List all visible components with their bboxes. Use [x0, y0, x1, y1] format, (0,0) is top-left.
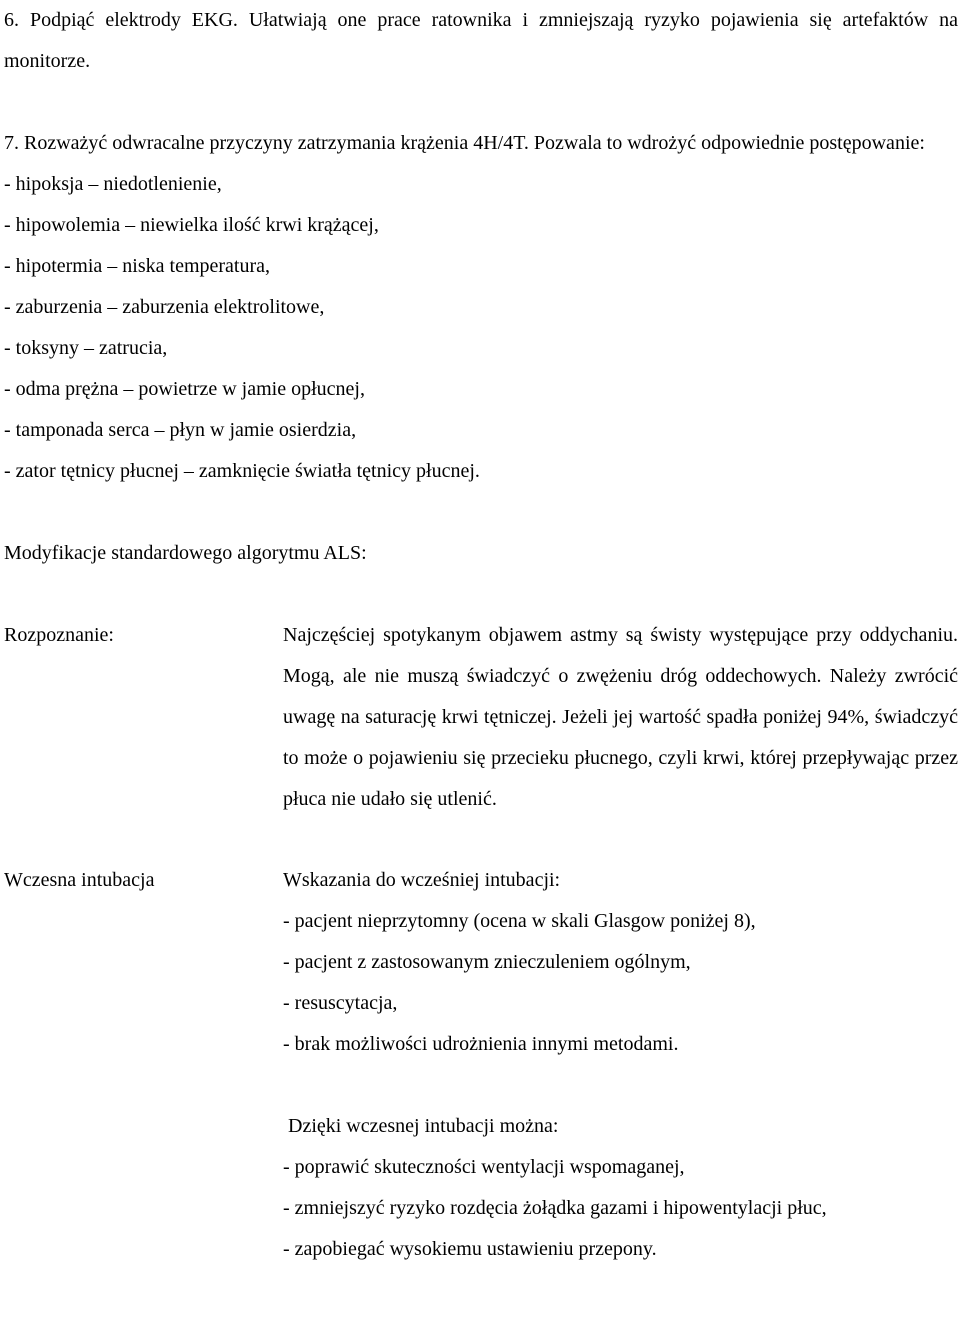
step-6-paragraph: 6. Podpiąć elektrody EKG. Ułatwiają one prace ratownika i zmniejszają ryzyko pojawienia się artefaktów na monitorze. — [4, 9, 958, 72]
benefits-heading: Dzięki wczesnej intubacji można: — [288, 1115, 559, 1137]
spacer — [4, 492, 958, 533]
list-item: - zapobiegać wysokiemu ustawieniu przepony. — [283, 1238, 657, 1260]
reversible-causes-list — [4, 164, 958, 492]
list-item: - toksyny – zatrucia, — [4, 337, 168, 359]
list-item: - hipowolemia – niewielka ilość krwi krążącej, — [4, 214, 379, 236]
list-item: - tamponada serca – płyn w jamie osierdzia, — [4, 419, 357, 441]
spacer — [4, 820, 958, 860]
list-item: - zaburzenia – zaburzenia elektrolitowe, — [4, 296, 325, 318]
section-heading: Modyfikacje standardowego algorytmu ALS: — [4, 542, 367, 564]
list-item: - brak możliwości udrożnienia innymi metodami. — [283, 1033, 679, 1055]
list-item: - pacjent nieprzytomny (ocena w skali Glasgow poniżej 8), — [283, 910, 756, 932]
list-item: - zator tętnicy płucnej – zamknięcie światła tętnicy płucnej. — [4, 460, 480, 482]
list-item: - poprawić skuteczności wentylacji wspomaganej, — [283, 1156, 685, 1178]
spacer — [283, 1065, 958, 1106]
list-item: - hipotermia – niska temperatura, — [4, 255, 271, 277]
list-item: - resuscytacja, — [283, 992, 398, 1014]
list-item: - hipoksja – niedotlenienie, — [4, 173, 222, 195]
step-7-paragraph: 7. Rozważyć odwracalne przyczyny zatrzymania krążenia 4H/4T. Pozwala to wdrożyć odpowiednie postępowanie: — [4, 132, 925, 154]
diagnosis-label: Rozpoznanie: — [4, 624, 114, 646]
early-intubation-label: Wczesna intubacja — [4, 869, 155, 891]
list-item: - odma prężna – powietrze w jamie opłucnej, — [4, 378, 365, 400]
list-item: - pacjent z zastosowanym znieczuleniem ogólnym, — [283, 951, 691, 973]
spacer — [4, 574, 958, 615]
early-intubation-body — [283, 860, 958, 1270]
early-intubation-row — [4, 860, 958, 1270]
spacer — [4, 82, 958, 123]
list-item: - zmniejszyć ryzyko rozdęcia żołądka gazami i hipowentylacji płuc, — [283, 1197, 827, 1219]
indications-heading: Wskazania do wcześniej intubacji: — [283, 869, 561, 891]
diagnosis-row — [4, 615, 958, 820]
diagnosis-text: Najczęściej spotykanym objawem astmy są świsty występujące przy oddychaniu. Mogą, ale nie muszą świadczyć o zwężeniu dróg oddechowych. Należy zwrócić uwagę na saturację krwi tętniczej. Jeżeli jej wartość spadła poniżej 94%, świadczyć to może o pojawieniu się przecieku płucnego, czyli krwi, której przepływając przez płuca nie udało się utlenić. — [283, 624, 958, 810]
document-page — [4, 0, 958, 1270]
